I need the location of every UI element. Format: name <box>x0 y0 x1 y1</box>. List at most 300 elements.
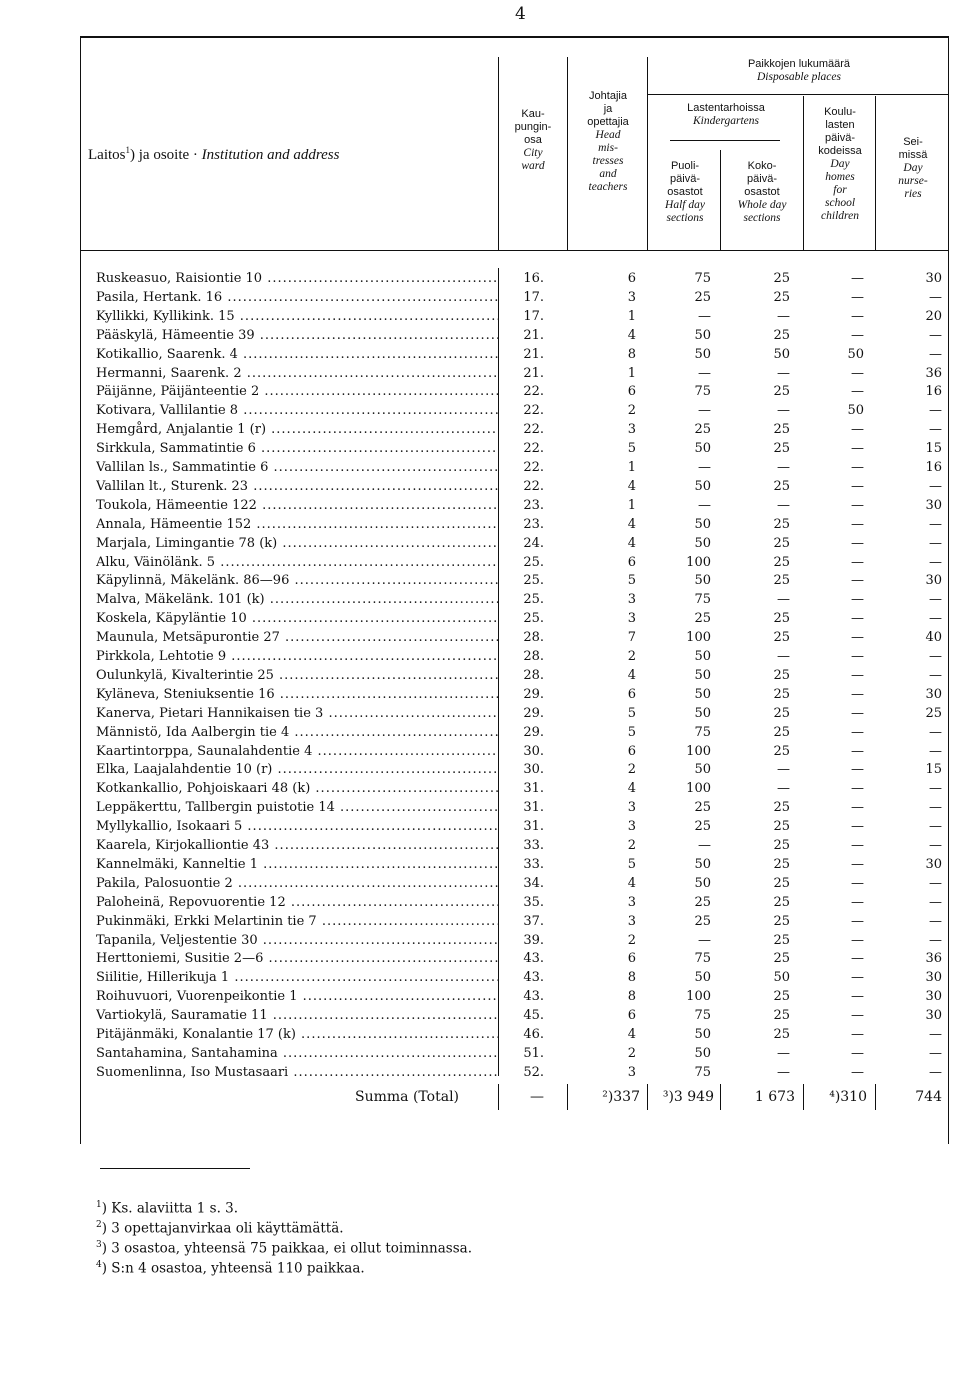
cell-whole: 25 <box>773 327 790 343</box>
cell-head: 2 <box>627 403 636 419</box>
cell-day: 15 <box>925 762 942 778</box>
cell-head: 6 <box>627 1008 636 1024</box>
cell-school: — <box>851 894 864 910</box>
cell-ward: 33. <box>523 838 544 853</box>
cell-ward: 22. <box>523 384 544 400</box>
cell-half: 100 <box>686 989 711 1005</box>
cell-day: 36 <box>925 951 942 967</box>
institution-name: Kotkankallio, Pohjoiskaari 48 (k) ..... <box>96 780 498 798</box>
cell-ward: 30. <box>523 762 544 778</box>
cell-half: 75 <box>694 951 711 967</box>
institution-name: Vallilan ls., Sammatintie 6 ..... <box>96 459 498 477</box>
institution-name: Ruskeasuo, Raisiontie 10 ..... <box>96 270 498 288</box>
institution-name: Alku, Väinölänk. 5 ..... <box>96 554 498 572</box>
cell-whole: 25 <box>773 1027 790 1042</box>
total-label: Summa (Total) <box>355 1089 460 1105</box>
table-row <box>0 554 960 572</box>
institution-name: Pitäjänmäki, Konalantie 17 (k) ..... <box>96 1026 498 1044</box>
institution-name: Hermanni, Saarenk. 2 ..... <box>96 365 498 383</box>
cell-school: — <box>851 913 864 929</box>
institution-name: Kaartintorppa, Saunalahdentie 4 ..... <box>96 743 498 761</box>
table-row <box>0 667 960 685</box>
cell-half: 100 <box>686 743 711 759</box>
institution-name: Sirkkula, Sammatintie 6 ..... <box>96 440 498 458</box>
cell-whole: 25 <box>773 573 790 589</box>
cell-school: — <box>851 875 864 891</box>
table-row <box>0 629 960 647</box>
cell-half: 75 <box>694 724 711 740</box>
cell-day: — <box>929 403 942 419</box>
cell-day: — <box>929 1045 942 1061</box>
cell-head: 8 <box>627 970 636 986</box>
cell-day: 30 <box>925 573 942 589</box>
cell-ward: 25. <box>523 592 544 608</box>
cell-day: — <box>929 800 942 816</box>
cell-ward: 22. <box>523 422 544 438</box>
institution-name: Herttoniemi, Susitie 2—6 ..... <box>96 950 498 968</box>
header-day-nurseries: Sei- missä Day nurse- ries <box>898 136 928 200</box>
cell-day: 30 <box>925 271 942 286</box>
cell-ward: 29. <box>523 705 544 721</box>
cell-head: 3 <box>627 611 636 627</box>
table-row <box>0 610 960 628</box>
cell-day: — <box>929 781 942 797</box>
table-row <box>0 724 960 742</box>
cell-half: — <box>698 403 711 419</box>
institution-name: Hemgård, Anjalantie 1 (r) ..... <box>96 421 498 439</box>
cell-whole: 25 <box>773 630 790 646</box>
cell-day: — <box>929 592 942 608</box>
cell-day: 25 <box>925 705 942 721</box>
cell-ward: 29. <box>523 686 544 702</box>
cell-whole: 25 <box>773 422 790 438</box>
cell-head: 6 <box>627 951 636 967</box>
cell-ward: 23. <box>523 516 544 532</box>
cell-day: — <box>929 327 942 343</box>
institution-name: Oulunkylä, Kivalterintie 25 ..... <box>96 667 498 685</box>
cell-day: — <box>929 913 942 929</box>
cell-school: — <box>851 365 864 381</box>
cell-school: — <box>851 989 864 1005</box>
cell-head: 5 <box>627 705 636 721</box>
cell-day: — <box>929 422 942 438</box>
institution-name: Toukola, Hämeentie 122 ..... <box>96 497 498 515</box>
cell-day: — <box>929 932 942 948</box>
institution-name: Kyläneva, Steniuksentie 16 ..... <box>96 686 498 704</box>
cell-ward: 21. <box>523 365 544 381</box>
cell-half: 50 <box>694 516 711 532</box>
cell-head: 5 <box>627 573 636 589</box>
cell-school: — <box>851 838 864 853</box>
cell-day: 15 <box>925 441 942 457</box>
cell-school: — <box>851 649 864 664</box>
cell-head: 3 <box>627 819 636 835</box>
cell-day: — <box>929 1064 942 1080</box>
cell-whole: 25 <box>773 743 790 759</box>
col-divider <box>567 57 568 250</box>
cell-school: — <box>851 422 864 438</box>
cell-whole: 25 <box>773 913 790 929</box>
cell-half: 75 <box>694 384 711 400</box>
header-places: Paikkojen lukumäärä Disposable places <box>747 58 851 83</box>
cell-whole: 25 <box>773 932 790 948</box>
col-divider <box>720 150 721 250</box>
cell-ward: 22. <box>523 460 544 475</box>
institution-name: Pirkkola, Lehtotie 9 ..... <box>96 648 498 666</box>
cell-ward: 22. <box>523 478 544 494</box>
institution-name: Kyllikki, Kyllikink. 15 ..... <box>96 308 498 326</box>
cell-school: — <box>851 667 864 683</box>
table-row <box>0 648 960 666</box>
cell-whole: 50 <box>773 346 790 362</box>
cell-whole: — <box>777 497 790 513</box>
cell-whole: — <box>777 308 790 324</box>
cell-day: — <box>929 346 942 362</box>
cell-ward: 22. <box>523 403 544 419</box>
cell-whole: 25 <box>773 989 790 1005</box>
cell-ward: 31. <box>523 781 544 797</box>
cell-head: 8 <box>627 989 636 1005</box>
cell-day: 40 <box>925 630 942 646</box>
table-row <box>0 837 960 855</box>
cell-head: 2 <box>627 838 636 853</box>
cell-school: 50 <box>847 346 864 362</box>
table-row <box>0 591 960 609</box>
cell-whole: — <box>777 403 790 419</box>
cell-day: — <box>929 894 942 910</box>
table-row <box>0 913 960 931</box>
cell-head: 3 <box>627 289 636 305</box>
institution-name: Pääskylä, Hämeentie 39 ..... <box>96 327 498 345</box>
cell-whole: 25 <box>773 686 790 702</box>
total-divider <box>498 1084 499 1110</box>
cell-half: — <box>698 932 711 948</box>
cell-ward: 28. <box>523 630 544 646</box>
cell-ward: 17. <box>523 289 544 305</box>
cell-ward: 23. <box>523 497 544 513</box>
cell-head: 6 <box>627 384 636 400</box>
footnote-rule <box>100 1168 250 1169</box>
cell-ward: 52. <box>523 1064 544 1080</box>
cell-half: 50 <box>694 875 711 891</box>
cell-half: 50 <box>694 705 711 721</box>
cell-head: 6 <box>627 554 636 570</box>
cell-ward: 43. <box>523 951 544 967</box>
cell-half: 50 <box>694 1027 711 1042</box>
cell-whole: — <box>777 1064 790 1080</box>
table-row <box>0 327 960 345</box>
cell-ward: 21. <box>523 327 544 343</box>
footnote-1: $^1$) Ks. alaviitta 1 s. 3. <box>96 1200 239 1217</box>
footnote-4: $^4$) S:n 4 osastoa, yhteensä 110 paikkaa. <box>96 1260 365 1277</box>
table-row <box>0 270 960 288</box>
cell-head: 3 <box>627 800 636 816</box>
cell-whole: 25 <box>773 554 790 570</box>
cell-whole: 25 <box>773 667 790 683</box>
cell-head: 3 <box>627 422 636 438</box>
cell-ward: 21. <box>523 346 544 362</box>
cell-half: 25 <box>694 913 711 929</box>
cell-head: 8 <box>627 346 636 362</box>
cell-half: — <box>698 460 711 475</box>
table-row <box>0 686 960 704</box>
cell-whole: 25 <box>773 951 790 967</box>
total-whole-day: 1 673 <box>754 1089 795 1105</box>
cell-day: — <box>929 1027 942 1042</box>
cell-ward: 24. <box>523 535 544 551</box>
cell-school: — <box>851 1064 864 1080</box>
institution-name: Maunula, Metsäpurontie 27 ..... <box>96 629 498 647</box>
cell-school: — <box>851 1008 864 1024</box>
header-kinder: Lastentarhoissa Kindergartens <box>687 102 765 127</box>
institution-name: Elka, Laajalahdentie 10 (r) ..... <box>96 761 498 779</box>
table-row <box>0 932 960 950</box>
cell-half: 50 <box>694 970 711 986</box>
institution-name: Kaarela, Kirjokalliontie 43 ..... <box>96 837 498 855</box>
cell-head: 6 <box>627 686 636 702</box>
cell-day: — <box>929 667 942 683</box>
cell-whole: — <box>777 781 790 797</box>
cell-half: 50 <box>694 686 711 702</box>
cell-whole: — <box>777 762 790 778</box>
cell-day: — <box>929 289 942 305</box>
cell-school: — <box>851 970 864 986</box>
cell-head: 1 <box>627 308 636 324</box>
cell-head: 2 <box>627 1045 636 1061</box>
cell-head: 2 <box>627 762 636 778</box>
cell-school: — <box>851 1045 864 1061</box>
institution-name: Pasila, Hertank. 16 ..... <box>96 289 498 307</box>
cell-head: 4 <box>627 327 636 343</box>
cell-ward: 45. <box>523 1008 544 1024</box>
cell-half: 25 <box>694 819 711 835</box>
cell-half: 50 <box>694 856 711 872</box>
cell-head: 4 <box>627 875 636 891</box>
footnote-2: $^2$) 3 opettajanvirkaa oli käyttämättä. <box>96 1220 344 1237</box>
cell-whole: — <box>777 365 790 381</box>
institution-name: Malva, Mäkelänk. 101 (k) ..... <box>96 591 498 609</box>
cell-head: 5 <box>627 441 636 457</box>
cell-ward: 51. <box>523 1045 544 1061</box>
cell-half: 75 <box>694 592 711 608</box>
cell-day: 30 <box>925 856 942 872</box>
table-row <box>0 440 960 458</box>
col-divider <box>498 57 499 250</box>
page-number: 4 <box>515 4 526 24</box>
cell-half: 50 <box>694 441 711 457</box>
cell-half: 50 <box>694 535 711 551</box>
institution-name: Myllykallio, Isokaari 5 ..... <box>96 818 498 836</box>
cell-half: 100 <box>686 630 711 646</box>
institution-name: Männistö, Ida Aalbergin tie 4 ..... <box>96 724 498 742</box>
institution-name: Kotikallio, Saarenk. 4 ..... <box>96 346 498 364</box>
institution-name: Santahamina, Santahamina ..... <box>96 1045 498 1063</box>
institution-name: Vallilan lt., Sturenk. 23 ..... <box>96 478 498 496</box>
cell-school: 50 <box>847 403 864 419</box>
cell-day: — <box>929 516 942 532</box>
institution-name: Leppäkerttu, Tallbergin puistotie 14 ..... <box>96 799 498 817</box>
cell-day: 16 <box>925 384 942 400</box>
table-row <box>0 383 960 401</box>
cell-school: — <box>851 327 864 343</box>
table-row <box>0 402 960 420</box>
cell-whole: — <box>777 649 790 664</box>
table-row <box>0 1007 960 1025</box>
cell-whole: 25 <box>773 271 790 286</box>
table-row <box>0 969 960 987</box>
table-row <box>0 799 960 817</box>
cell-whole: — <box>777 460 790 475</box>
institution-name: Päijänne, Päijänteentie 2 ..... <box>96 383 498 401</box>
cell-school: — <box>851 705 864 721</box>
cell-ward: 25. <box>523 611 544 627</box>
institution-name: Kanerva, Pietari Hannikaisen tie 3 ..... <box>96 705 498 723</box>
institution-name: Koskela, Käpyläntie 10 ..... <box>96 610 498 628</box>
total-day-nurseries: 744 <box>915 1089 942 1105</box>
header-whole-day: Koko- päivä- osastot Whole day sections <box>737 160 787 224</box>
cell-head: 2 <box>627 649 636 664</box>
cell-whole: 25 <box>773 384 790 400</box>
cell-whole: 25 <box>773 611 790 627</box>
cell-half: 50 <box>694 649 711 664</box>
cell-day: 30 <box>925 1008 942 1024</box>
institution-name: Marjala, Limingantie 78 (k) ..... <box>96 535 498 553</box>
cell-ward: 30. <box>523 743 544 759</box>
cell-half: 25 <box>694 800 711 816</box>
cell-school: — <box>851 308 864 324</box>
cell-day: — <box>929 611 942 627</box>
total-half-day: ³)3 949 <box>662 1089 714 1105</box>
cell-school: — <box>851 686 864 702</box>
cell-ward: 35. <box>523 894 544 910</box>
total-divider <box>567 1084 568 1110</box>
table-row <box>0 421 960 439</box>
cell-school: — <box>851 951 864 967</box>
cell-day: — <box>929 535 942 551</box>
table-row <box>0 950 960 968</box>
institution-name: Roihuvuori, Vuorenpeikontie 1 ..... <box>96 988 498 1006</box>
cell-half: 75 <box>694 1064 711 1080</box>
cell-half: — <box>698 365 711 381</box>
cell-school: — <box>851 478 864 494</box>
cell-half: — <box>698 838 711 853</box>
cell-school: — <box>851 554 864 570</box>
cell-head: 6 <box>627 271 636 286</box>
cell-day: 30 <box>925 989 942 1005</box>
cell-half: 75 <box>694 1008 711 1024</box>
table-row <box>0 818 960 836</box>
cell-half: 50 <box>694 327 711 343</box>
cell-ward: 29. <box>523 724 544 740</box>
cell-whole: 25 <box>773 800 790 816</box>
cell-head: 2 <box>627 932 636 948</box>
total-divider <box>875 1084 876 1110</box>
cell-whole: 25 <box>773 441 790 457</box>
cell-head: 4 <box>627 516 636 532</box>
cell-day: — <box>929 743 942 759</box>
cell-ward: 31. <box>523 819 544 835</box>
places-header-rule <box>647 94 948 95</box>
cell-day: 30 <box>925 497 942 513</box>
cell-half: 50 <box>694 762 711 778</box>
cell-whole: 25 <box>773 478 790 494</box>
cell-head: 7 <box>627 630 636 646</box>
cell-day: — <box>929 838 942 853</box>
institution-name: Paloheinä, Repovuorentie 12 ..... <box>96 894 498 912</box>
institution-name: Suomenlinna, Iso Mustasaari ..... <box>96 1064 498 1082</box>
cell-head: 4 <box>627 535 636 551</box>
cell-ward: 16. <box>523 271 544 286</box>
cell-day: 36 <box>925 365 942 381</box>
cell-school: — <box>851 573 864 589</box>
institution-name: Annala, Hämeentie 152 ..... <box>96 516 498 534</box>
cell-ward: 28. <box>523 649 544 664</box>
cell-half: — <box>698 308 711 324</box>
cell-school: — <box>851 535 864 551</box>
cell-school: — <box>851 384 864 400</box>
table-row <box>0 308 960 326</box>
table-top-rule <box>80 36 948 38</box>
institution-name: Kannelmäki, Kanneltie 1 ..... <box>96 856 498 874</box>
header-head: Johtajia ja opettajia Head mis- tresses and teachers <box>587 90 629 193</box>
cell-whole: 25 <box>773 856 790 872</box>
cell-head: 6 <box>627 743 636 759</box>
table-row <box>0 856 960 874</box>
cell-ward: 25. <box>523 573 544 589</box>
cell-head: 4 <box>627 781 636 797</box>
cell-head: 5 <box>627 856 636 872</box>
institution-name: Vartiokylä, Sauramatie 11 ..... <box>96 1007 498 1025</box>
cell-day: 30 <box>925 970 942 986</box>
cell-school: — <box>851 460 864 475</box>
cell-whole: 25 <box>773 875 790 891</box>
table-row <box>0 459 960 477</box>
cell-day: — <box>929 554 942 570</box>
cell-whole: 25 <box>773 724 790 740</box>
total-divider <box>720 1084 721 1110</box>
cell-ward: 25. <box>523 554 544 570</box>
cell-ward: 34. <box>523 875 544 891</box>
cell-whole: 25 <box>773 1008 790 1024</box>
cell-whole: 25 <box>773 289 790 305</box>
cell-head: 5 <box>627 724 636 740</box>
institution-name: Pakila, Palosuontie 2 ..... <box>96 875 498 893</box>
cell-head: 3 <box>627 913 636 929</box>
cell-head: 1 <box>627 497 636 513</box>
cell-day: — <box>929 819 942 835</box>
cell-school: — <box>851 724 864 740</box>
cell-half: 50 <box>694 1045 711 1061</box>
header-ward: Kau- pungin- osa City ward <box>514 108 552 172</box>
cell-school: — <box>851 800 864 816</box>
table-row <box>0 1064 960 1082</box>
cell-half: 25 <box>694 422 711 438</box>
table-row <box>0 572 960 590</box>
cell-school: — <box>851 630 864 646</box>
cell-half: 50 <box>694 478 711 494</box>
cell-half: 100 <box>686 554 711 570</box>
total-divider <box>803 1084 804 1110</box>
cell-whole: 25 <box>773 516 790 532</box>
cell-head: 4 <box>627 667 636 683</box>
table-row <box>0 289 960 307</box>
cell-school: — <box>851 781 864 797</box>
cell-ward: 43. <box>523 989 544 1005</box>
cell-head: 4 <box>627 1027 636 1042</box>
cell-school: — <box>851 592 864 608</box>
table-row <box>0 516 960 534</box>
cell-day: 16 <box>925 460 942 475</box>
